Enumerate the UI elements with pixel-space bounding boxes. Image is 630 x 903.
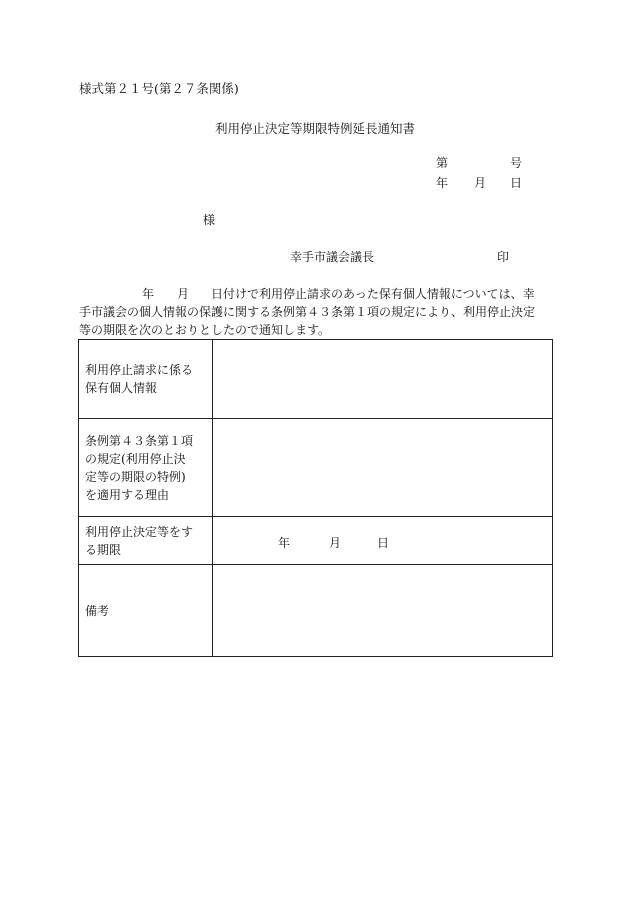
body-text-line-2: 手市議会の個人情報の保護に関する条例第４３条第１項の規定により、利用停止決定: [79, 305, 536, 319]
row-value-personal-info[interactable]: [213, 340, 553, 419]
table-row: [79, 517, 553, 565]
deadline-month-label: 月: [329, 536, 342, 550]
body-text-line-3: 等の期限を次のとおりとしたので通知します。: [79, 323, 331, 337]
sender-name: 幸手市議会議長: [290, 250, 375, 264]
row-value-reason[interactable]: [213, 419, 553, 517]
body-year-label: 年: [142, 287, 155, 301]
row-label-personal-info: 利用停止請求に係る 保有個人情報: [79, 340, 213, 419]
table-row: [79, 340, 553, 419]
date-year-label: 年: [436, 176, 449, 190]
row-label-remarks: 備考: [79, 565, 213, 657]
doc-number-prefix: 第: [436, 156, 449, 170]
form-number: 様式第２１号(第２７条関係): [79, 81, 239, 96]
row-value-deadline[interactable]: [213, 517, 553, 565]
body-text-line-1: 日付けで利用停止請求のあった保有個人情報については、幸: [211, 287, 535, 301]
info-table: [78, 339, 553, 657]
body-month-label: 月: [177, 287, 190, 301]
row-value-remarks[interactable]: [213, 565, 553, 657]
row-label-deadline: 利用停止決定等をす る期限: [79, 517, 213, 565]
doc-number-suffix: 号: [510, 156, 523, 170]
row-label-reason: 条例第４３条第１項 の規定(利用停止決 定等の期限の特例) を適用する理由: [79, 419, 213, 517]
date-day-label: 日: [510, 176, 523, 190]
deadline-year-label: 年: [278, 536, 291, 550]
addressee-honorific: 様: [203, 213, 216, 227]
table-row: [79, 565, 553, 657]
deadline-day-label: 日: [377, 536, 390, 550]
document-title: 利用停止決定等期限特例延長通知書: [214, 121, 415, 136]
seal-mark: 印: [497, 250, 510, 264]
table-row: [79, 419, 553, 517]
date-month-label: 月: [474, 176, 487, 190]
